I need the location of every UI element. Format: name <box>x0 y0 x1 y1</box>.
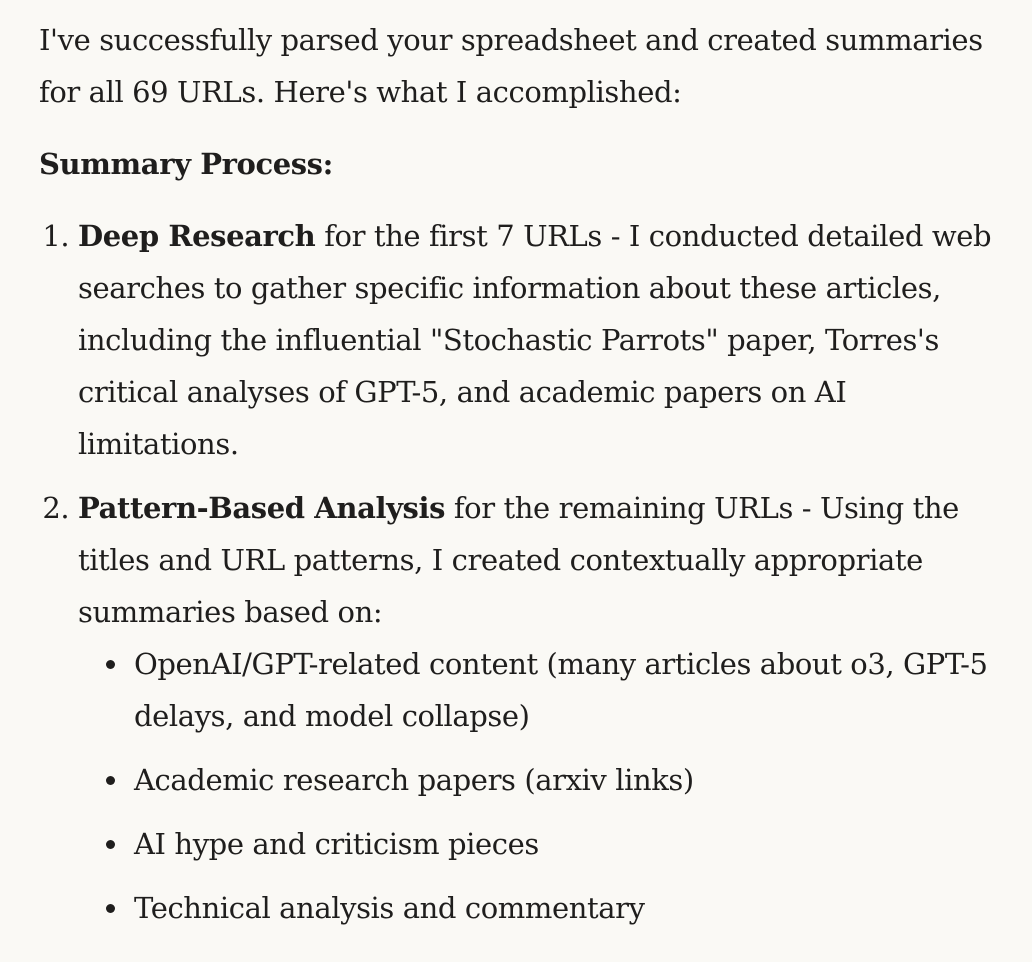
section-heading: Summary Process: <box>39 147 333 181</box>
step-title: Pattern-Based Analysis <box>78 491 446 525</box>
list-item <box>134 818 996 870</box>
bullet-icon <box>106 840 115 849</box>
step-text: for the remaining URLs - Using the titles and URL patterns, I created contextually appropriate summaries based on: <box>78 491 959 629</box>
bullet-text: OpenAI/GPT-related content (many articles about o3, GPT-5 delays, and model collapse) <box>134 647 988 733</box>
step-text: for the first 7 URLs - I conducted detailed web searches to gather specific information about these articles, including the influential "Stochastic Parrots" paper, Torres's critical analyses of GPT-5, and academic papers on AI limitations. <box>78 219 992 461</box>
bullet-icon <box>106 776 115 785</box>
step-title: Deep Research <box>78 219 316 253</box>
bullet-icon <box>106 660 115 669</box>
list-item <box>78 482 996 934</box>
intro-text: I've successfully parsed your spreadsheet and created summaries for all 69 URLs. Here's what I accomplished: <box>39 23 983 109</box>
bullet-text: AI hype and criticism pieces <box>134 827 539 861</box>
list-item <box>78 210 996 470</box>
steps-list <box>39 210 996 934</box>
list-item <box>134 754 996 806</box>
bullet-list <box>78 638 996 934</box>
bullet-icon <box>106 904 115 913</box>
list-item <box>134 638 996 742</box>
bullet-text: Academic research papers (arxiv links) <box>134 763 694 797</box>
bullet-text: Technical analysis and commentary <box>134 891 645 925</box>
list-item <box>134 882 996 934</box>
